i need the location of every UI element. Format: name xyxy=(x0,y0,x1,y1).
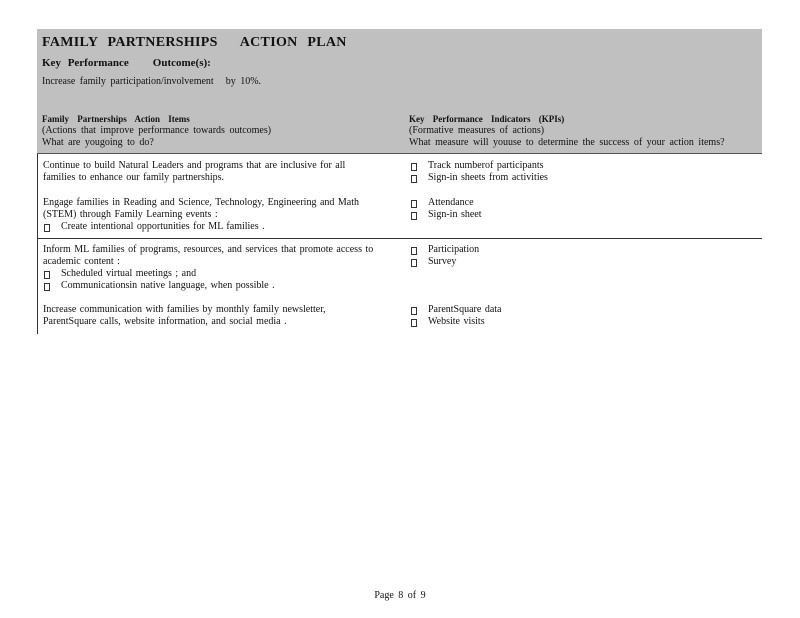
kpi-bullet: ParentSquare data xyxy=(410,304,750,316)
kpi-heading: Key Performance Indicators (KPIs) xyxy=(409,114,565,124)
kpi-item-1 xyxy=(410,160,750,184)
kpi-sub1: (Formative measures of actions) xyxy=(409,125,545,136)
action-item-4 xyxy=(43,304,398,328)
action-bullet: Create intentional opportunities for ML families . xyxy=(43,221,398,233)
action-item-1 xyxy=(43,160,398,184)
plan-section-1 xyxy=(37,154,762,239)
action-text-line: Continue to build Natural Leaders and programs that are inclusive for all xyxy=(43,160,346,171)
key-performance-outcomes-label xyxy=(42,57,211,69)
kpi-sub2: What measure will youuse to determine the success of your action items? xyxy=(409,137,725,148)
kpi-item-4 xyxy=(410,304,750,328)
action-text-line: families to enhance our family partnerships. xyxy=(43,172,225,183)
action-bullet: Scheduled virtual meetings ; and xyxy=(43,268,398,280)
kpi-bullet: Participation xyxy=(410,244,750,256)
kpi-bullet: Attendance xyxy=(410,197,750,209)
kpi-bullet: Sign-in sheet xyxy=(410,209,750,221)
action-items-column-header xyxy=(42,113,392,149)
plan-header xyxy=(37,29,762,154)
action-text-line: Engage families in Reading and Science, Technology, Engineering and Math xyxy=(43,197,359,208)
kpi-bullet: Survey xyxy=(410,256,750,268)
action-items-sub2: What are yougoing to do? xyxy=(42,137,154,148)
kpi-column-header xyxy=(409,113,759,149)
kpi-item-3 xyxy=(410,244,750,268)
title-right: ACTION PLAN xyxy=(239,35,347,50)
action-text-line: Inform ML families of programs, resources, and services that promote access to xyxy=(43,244,374,255)
goal-right: by 10%. xyxy=(225,76,262,87)
action-items-sub1: (Actions that improve performance towards outcomes) xyxy=(42,125,272,136)
kpi-bullet: Website visits xyxy=(410,316,750,328)
page-number: Page 8 of 9 xyxy=(374,590,426,601)
outcome-goal xyxy=(42,76,261,87)
title-left: FAMILY PARTNERSHIPS xyxy=(42,35,218,50)
action-item-3 xyxy=(43,244,398,292)
action-item-2 xyxy=(43,197,398,233)
action-text-line: (STEM) through Family Learning events : xyxy=(43,209,218,220)
kpo-left: Key Performance xyxy=(42,57,129,69)
page-title xyxy=(42,35,347,51)
kpi-item-2 xyxy=(410,197,750,221)
action-text-line: Increase communication with families by monthly family newsletter, xyxy=(43,304,326,315)
action-bullet: Communicationsin native language, when possible . xyxy=(43,280,398,292)
action-text-line: ParentSquare calls, website information, and social media . xyxy=(43,316,287,327)
action-items-heading: Family Partnerships Action Items xyxy=(42,114,190,124)
goal-left: Increase family participation/involvement xyxy=(42,76,214,87)
kpi-bullet: Sign-in sheets from activities xyxy=(410,172,750,184)
kpi-bullet: Track numberof participants xyxy=(410,160,750,172)
kpo-right: Outcome(s): xyxy=(152,57,211,69)
plan-section-2 xyxy=(37,239,762,334)
action-text-line: academic content : xyxy=(43,256,120,267)
action-plan-document xyxy=(37,29,762,334)
